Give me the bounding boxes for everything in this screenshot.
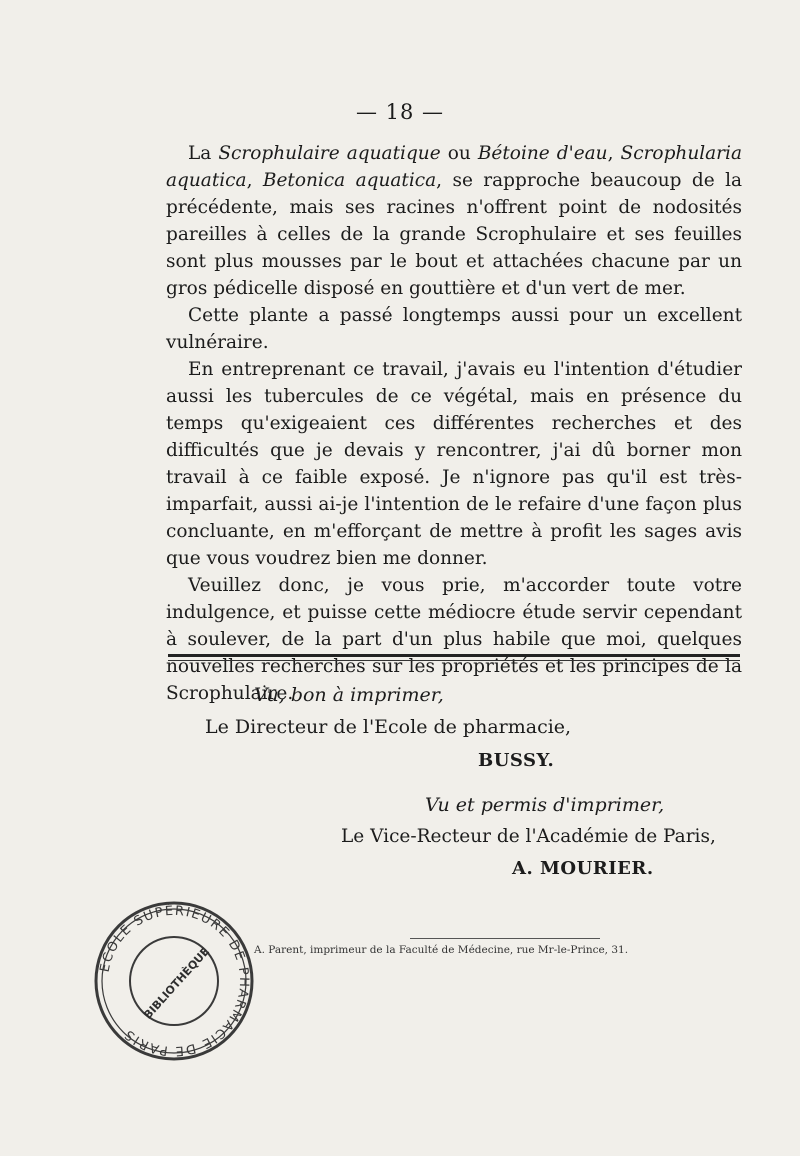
plant-name-4: Betonica aquatica: [262, 170, 437, 191]
body-text: [166, 140, 742, 707]
paragraph-4: Veuillez donc, je vous prie, m'accorder toute votre indulgence, et puisse cette médiocre étude servir cependant à soulever, de la part d'un plus habile que moi, quelques nouvelles recherches sur les propriétés et les principes de la Scrophulaire.: [166, 575, 742, 704]
vice-recteur-name: A. MOURIER.: [512, 858, 654, 879]
approval-permis: Vu et permis d'imprimer,: [425, 794, 665, 816]
library-stamp-icon: [92, 896, 256, 1066]
p1-rest: , se rapproche beaucoup de la précédente, mais ses racines n'offrent point de nodosités pareilles à celles de la grande Scrophulaire et ses feuilles sont plus mousses par le bout et attachées chacune par un gros pédicelle disposé en gouttière et d'un vert de mer.: [166, 170, 743, 299]
plant-name-3: Scrophularia aquatica: [166, 143, 742, 191]
approval-director: Le Directeur de l'Ecole de pharmacie,: [205, 716, 572, 738]
p1-sep1: ou: [440, 143, 478, 164]
paragraph-1: [166, 140, 742, 302]
svg-text:ÉCOLE SUPÉRIEURE DE PHARMACIE: ÉCOLE SUPÉRIEURE DE PHARMACIE DE PARIS: [97, 903, 252, 1059]
page-number: — 18 —: [355, 100, 445, 124]
approval-vu: Vu, bon à imprimer,: [254, 684, 444, 706]
director-name: BUSSY.: [478, 750, 555, 771]
paragraph-2: Cette plante a passé longtemps aussi pour un excellent vulnéraire.: [166, 305, 742, 353]
paragraph-3: En entreprenant ce travail, j'avais eu l'intention d'étudier aussi les tubercules de ce végétal, mais en présence du temps qu'exigeaient ces différentes recherches et des difficultés que je devais y rencontrer, j'ai dû borner mon travail à ce faible exposé. Je n'ignore pas qu'il est très-imparfait, aussi ai-je l'intention de le refaire d'une façon plus concluante, en m'efforçant de mettre à profit les sages avis que vous voudrez bien me donner.: [166, 359, 742, 569]
printer-imprint: A. Parent, imprimeur de la Faculté de Médecine, rue Mr-le-Prince, 31.: [254, 944, 629, 956]
plant-name-2: Bétoine d'eau: [477, 143, 608, 164]
p1-sep3: ,: [246, 170, 263, 191]
imprint-rule: [410, 938, 600, 939]
approval-vice-recteur: Le Vice-Recteur de l'Académie de Paris,: [341, 826, 716, 847]
plant-name-1: Scrophulaire aquatique: [218, 143, 441, 164]
p1-sep2: ,: [607, 143, 621, 164]
svg-text:BIBLIOTHÈQUE: BIBLIOTHÈQUE: [141, 945, 212, 1022]
p1-lead: La: [188, 143, 219, 164]
section-rule-thin: [168, 660, 740, 661]
section-rule-thick: [168, 654, 740, 657]
